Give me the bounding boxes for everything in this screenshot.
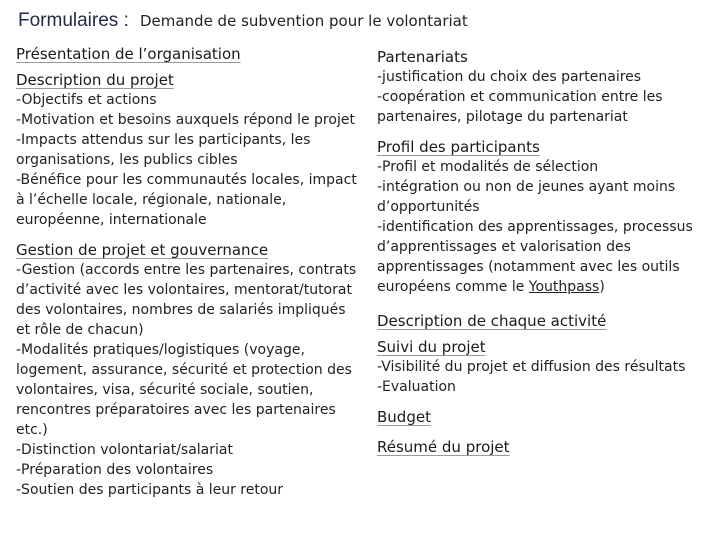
gestion-item: -Préparation des volontaires <box>16 462 214 478</box>
heading-profil: Profil des participants <box>377 138 540 156</box>
left-column <box>16 44 364 500</box>
profil-item-text: -identification des apprentissages, processus d’apprentissages et valorisation des apprentissages (notamment avec les outils européens comme le <box>377 219 693 295</box>
profil-item: -intégration ou non de jeunes ayant moins d’opportunités <box>377 179 676 215</box>
page-title: Formulaires : <box>18 10 129 31</box>
description-item: -Bénéfice pour les communautés locales, impact à l’échelle locale, régionale, nationale, européenne, internationale <box>16 172 357 228</box>
gestion-item: -Soutien des participants à leur retour <box>16 482 284 498</box>
heading-presentation: Présentation de l’organisation <box>16 45 241 63</box>
suivi-item: -Visibilité du projet et diffusion des résultats <box>377 359 686 375</box>
gestion-item: -Modalités pratiques/logistiques (voyage, logement, assurance, sécurité et protection des volontaires, visa, sécurité sociale, soutien, rencontres préparatoires avec les partenaires etc.) <box>16 342 352 438</box>
suivi-list <box>377 357 712 397</box>
right-column <box>377 44 712 457</box>
heading-resume: Résumé du projet <box>377 438 510 456</box>
partenariats-item: -coopération et communication entre les partenaires, pilotage du partenariat <box>377 89 663 125</box>
description-item: -Motivation et besoins auxquels répond le projet <box>16 112 355 128</box>
youthpass-link[interactable]: Youthpass <box>528 279 600 295</box>
heading-suivi: Suivi du projet <box>377 338 486 356</box>
page-header <box>18 10 468 32</box>
profil-item: -Profil et modalités de sélection <box>377 159 599 175</box>
description-item: -Impacts attendus sur les participants, les organisations, les publics cibles <box>16 132 311 168</box>
partenariats-item: -justification du choix des partenaires <box>377 69 642 85</box>
profil-list <box>377 157 712 297</box>
gestion-item: -Gestion (accords entre les partenaires, contrats d’activité avec les volontaires, mentorat/tutorat des volontaires, nombres de salariés impliqués et rôle de chacun) <box>16 262 357 338</box>
suivi-item: -Evaluation <box>377 379 456 395</box>
gestion-item: -Distinction volontariat/salariat <box>16 442 233 458</box>
partenariats-list <box>377 67 712 127</box>
page-subtitle: Demande de subvention pour le volontariat <box>139 12 468 30</box>
heading-gestion: Gestion de projet et gouvernance <box>16 241 269 259</box>
profil-item-suffix: ) <box>599 279 605 295</box>
description-item: -Objectifs et actions <box>16 92 157 108</box>
heading-description-projet: Description du projet <box>16 71 174 89</box>
heading-budget: Budget <box>377 408 431 426</box>
heading-description-activite: Description de chaque activité <box>377 312 607 330</box>
profil-item <box>377 217 712 297</box>
heading-partenariats: Partenariats <box>377 48 468 66</box>
description-list <box>16 90 364 230</box>
gestion-list <box>16 260 364 500</box>
